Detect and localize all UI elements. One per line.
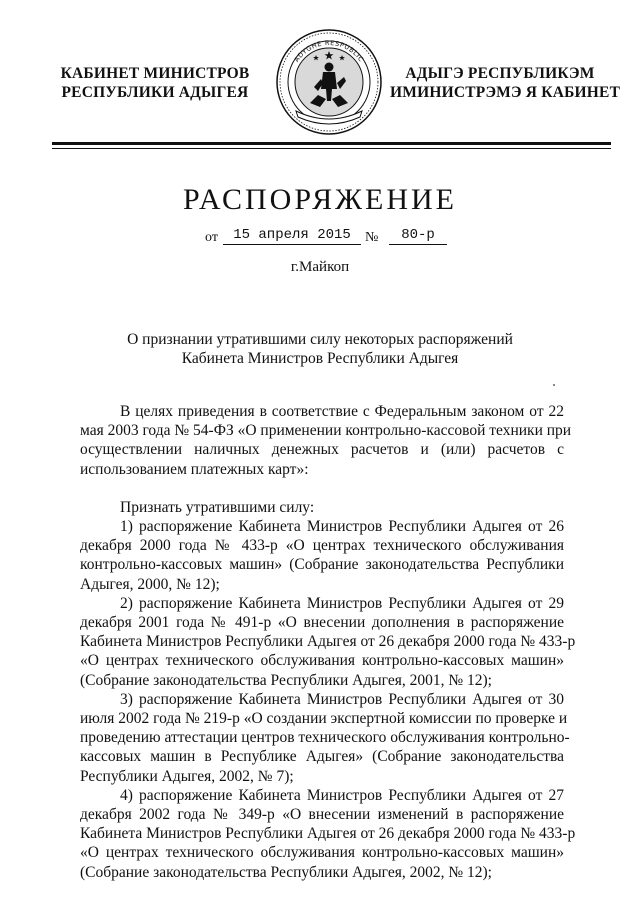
text-line: Республики Адыгея, 2002, № 7); bbox=[80, 767, 294, 785]
scan-speck bbox=[553, 384, 555, 386]
text-line: декабря 2000 года № 433-р «О центрах технического обслуживания bbox=[80, 537, 564, 555]
list-item bbox=[80, 517, 564, 594]
text-line: контрольно-кассовых машин» (Собрание законодательства Республики bbox=[80, 556, 564, 574]
header-divider-thin bbox=[52, 148, 611, 149]
text-line: осуществлении наличных денежных расчетов и (или) расчетов с bbox=[80, 441, 564, 459]
document-type-title: РАСПОРЯЖЕНИЕ bbox=[182, 183, 458, 216]
issuer-line: ИМИНИСТРЭМЭ Я КАБИНЕТ bbox=[390, 84, 621, 101]
text-line: декабря 2001 года № 491-р «О внесении дополнения в распоряжение bbox=[80, 614, 564, 632]
text-line: (Собрание законодательства Республики Адыгея, 2002, № 12); bbox=[80, 863, 492, 881]
document-number: 80-р bbox=[389, 226, 447, 245]
coat-of-arms-emblem bbox=[274, 27, 384, 137]
issuer-name-russian bbox=[60, 64, 250, 102]
text-line: 1) распоряжение Кабинета Министров Республики Адыгея от 26 bbox=[120, 518, 564, 536]
resolution-intro: Признать утратившими силу: bbox=[120, 498, 315, 516]
document-subject bbox=[80, 330, 560, 368]
text-line: декабря 2002 года № 349-р «О внесении изменений в распоряжение bbox=[80, 806, 564, 824]
subject-line: О признании утратившими силу некоторых распоряжений bbox=[127, 331, 513, 348]
text-line: июля 2002 года № 219-р «О создании экспертной комиссии по проверке и bbox=[80, 710, 568, 728]
issuer-name-adyghe bbox=[390, 64, 621, 102]
document-body bbox=[80, 402, 576, 882]
number-label: № bbox=[365, 230, 379, 245]
place-of-issue: г.Майкоп bbox=[290, 259, 350, 275]
text-line: «О центрах технического обслуживания контрольно-кассовых машин» bbox=[80, 844, 564, 862]
text-line: мая 2003 года № 54-ФЗ «О применении контрольно-кассовой техники при bbox=[80, 422, 572, 440]
list-item bbox=[80, 594, 576, 690]
text-line: 2) распоряжение Кабинета Министров Республики Адыгея от 29 bbox=[120, 594, 564, 612]
date-label: от bbox=[205, 230, 218, 245]
text-line: кассовых машин в Республике Адыгея» (Собрание законодательства bbox=[80, 748, 564, 766]
text-line: Кабинета Министров Республики Адыгея от 26 декабря 2000 года № 433-р bbox=[80, 825, 576, 843]
text-line: «О центрах технического обслуживания контрольно-кассовых машин» bbox=[80, 652, 564, 670]
list-item bbox=[80, 786, 576, 882]
subject-line: Кабинета Министров Республики Адыгея bbox=[181, 350, 459, 367]
text-line: Кабинета Министров Республики Адыгея от 26 декабря 2000 года № 433-р bbox=[80, 633, 576, 651]
issuer-line: РЕСПУБЛИКИ АДЫГЕЯ bbox=[61, 84, 249, 101]
document-date: 15 апреля 2015 bbox=[223, 226, 361, 245]
text-line: В целях приведения в соответствие с Федеральным законом от 22 bbox=[120, 403, 564, 420]
text-line: 4) распоряжение Кабинета Министров Республики Адыгея от 27 bbox=[120, 786, 564, 804]
text-line: использованием платежных карт»: bbox=[80, 460, 309, 478]
preamble-paragraph bbox=[80, 402, 572, 479]
text-line: (Собрание законодательства Республики Адыгея, 2001, № 12); bbox=[80, 671, 492, 689]
issuer-line: АДЫГЭ РЕСПУБЛИКЭМ bbox=[405, 65, 595, 82]
text-line: проведению аттестации центров технического обслуживания контрольно- bbox=[80, 729, 570, 747]
svg-text:ADYGHE RESPUBLIC: ADYGHE RESPUBLIC bbox=[292, 38, 366, 64]
text-line: 3) распоряжение Кабинета Министров Республики Адыгея от 30 bbox=[120, 690, 564, 708]
issuer-line: КАБИНЕТ МИНИСТРОВ bbox=[60, 65, 250, 82]
list-item bbox=[80, 690, 570, 786]
text-line: Адыгея, 2000, № 12); bbox=[80, 575, 220, 593]
header-divider-thick bbox=[52, 142, 611, 145]
